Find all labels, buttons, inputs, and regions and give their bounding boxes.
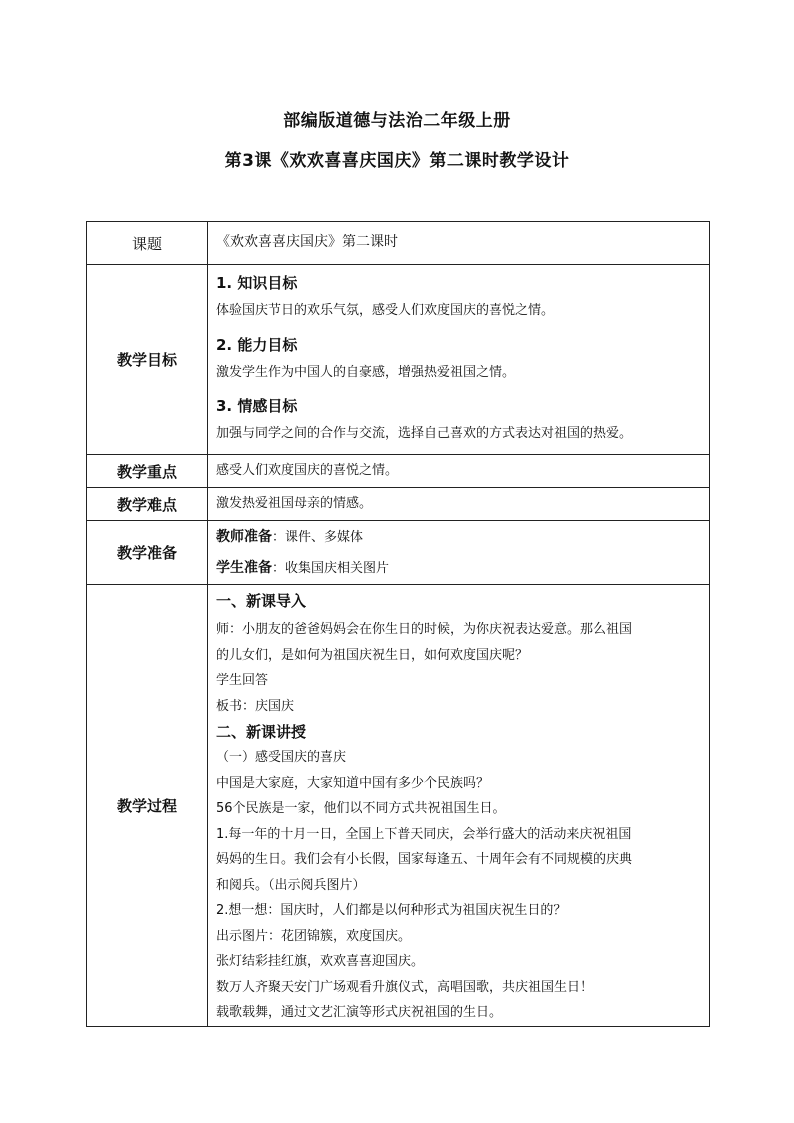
objective-text-ability: 激发学生作为中国人的自豪感，增强热爱祖国之情。 bbox=[216, 364, 516, 380]
difficulty-value: 激发热爱祖国母亲的情感。 bbox=[216, 496, 373, 512]
process-line: 1.每一年的十月一日，全国上下普天同庆，会举行盛大的活动来庆祝祖国 bbox=[216, 826, 632, 842]
process-line: 56个民族是一家，他们以不同方式共祝祖国生日。 bbox=[216, 801, 506, 816]
process-cell bbox=[208, 585, 710, 1027]
objectives-label: 教学目标 bbox=[87, 265, 208, 455]
objective-heading-knowledge: 1. 知识目标 bbox=[216, 274, 298, 292]
difficulty-label: 教学难点 bbox=[87, 488, 208, 521]
process-line: 中国是大家庭，大家知道中国有多少个民族吗？ bbox=[216, 775, 490, 791]
process-label: 教学过程 bbox=[87, 585, 208, 1027]
process-line: 载歌载舞，通过文艺汇演等形式庆祝祖国的生日。 bbox=[216, 1005, 503, 1020]
objective-heading-emotion: 3. 情感目标 bbox=[216, 397, 298, 415]
key-point-label: 教学重点 bbox=[87, 455, 208, 488]
key-point-cell bbox=[208, 455, 710, 488]
process-line: 出示图片：花团锦簇，欢度国庆。 bbox=[216, 928, 412, 944]
table-row-key-point bbox=[87, 455, 710, 488]
table-row-objectives bbox=[87, 265, 710, 455]
process-line: 板书：庆国庆 bbox=[216, 698, 295, 714]
teacher-preparation bbox=[216, 522, 703, 553]
lesson-plan-table bbox=[86, 221, 710, 1027]
document-subtitle: 第3课《欢欢喜喜庆国庆》第二课时教学设计 bbox=[224, 151, 570, 171]
process-line: （一）感受国庆的喜庆 bbox=[216, 750, 347, 765]
student-preparation bbox=[216, 553, 703, 584]
process-line: 的儿女们，是如何为祖国庆祝生日，如何欢度国庆呢？ bbox=[216, 647, 529, 663]
table-row-difficulty bbox=[87, 488, 710, 521]
process-line: 张灯结彩挂红旗，欢欢喜喜迎国庆。 bbox=[216, 954, 425, 969]
topic-label: 课题 bbox=[87, 222, 208, 265]
process-intro-lines bbox=[216, 617, 703, 719]
key-point-value: 感受人们欢度国庆的喜悦之情。 bbox=[216, 463, 399, 479]
student-preparation-value: ：收集国庆相关图片 bbox=[272, 560, 390, 576]
table-row-preparation bbox=[87, 521, 710, 585]
process-line: 师：小朋友的爸爸妈妈会在你生日的时候，为你庆祝表达爱意。那么祖国 bbox=[216, 622, 633, 637]
table-row-topic bbox=[87, 222, 710, 265]
document-title: 部编版道德与法治二年级上册 bbox=[283, 111, 511, 131]
process-line: 2.想一想：国庆时，人们都是以何种形式为祖国庆祝生日的？ bbox=[216, 903, 567, 918]
difficulty-cell bbox=[208, 488, 710, 521]
process-section-teaching: 二、新课讲授 bbox=[216, 723, 307, 741]
preparation-label: 教学准备 bbox=[87, 521, 208, 585]
table-row-process bbox=[87, 585, 710, 1027]
objective-text-knowledge: 体验国庆节日的欢乐气氛，感受人们欢度国庆的喜悦之情。 bbox=[216, 303, 555, 318]
process-line: 学生回答 bbox=[216, 673, 269, 688]
teacher-preparation-value: ：课件、多媒体 bbox=[272, 529, 364, 545]
process-line: 数万人齐聚天安门广场观看升旗仪式，高唱国歌，共庆祖国生日！ bbox=[216, 979, 594, 995]
process-teaching-lines bbox=[216, 745, 703, 1026]
objective-text-emotion: 加强与同学之间的合作与交流，选择自己喜欢的方式表达对祖国的热爱。 bbox=[216, 426, 633, 441]
objectives-cell bbox=[208, 265, 710, 455]
process-line: 和阅兵。（出示阅兵图片） bbox=[216, 877, 366, 893]
process-section-intro: 一、新课导入 bbox=[216, 592, 307, 610]
topic-value-cell bbox=[208, 222, 710, 265]
process-line: 妈妈的生日。我们会有小长假，国家每逢五、十周年会有不同规模的庆典 bbox=[216, 852, 633, 867]
objective-heading-ability: 2. 能力目标 bbox=[216, 335, 298, 354]
student-preparation-label: 学生准备 bbox=[216, 559, 272, 576]
preparation-cell bbox=[208, 521, 710, 585]
teacher-preparation-label: 教师准备 bbox=[216, 528, 272, 545]
topic-value: 《欢欢喜喜庆国庆》第二课时 bbox=[216, 234, 398, 251]
